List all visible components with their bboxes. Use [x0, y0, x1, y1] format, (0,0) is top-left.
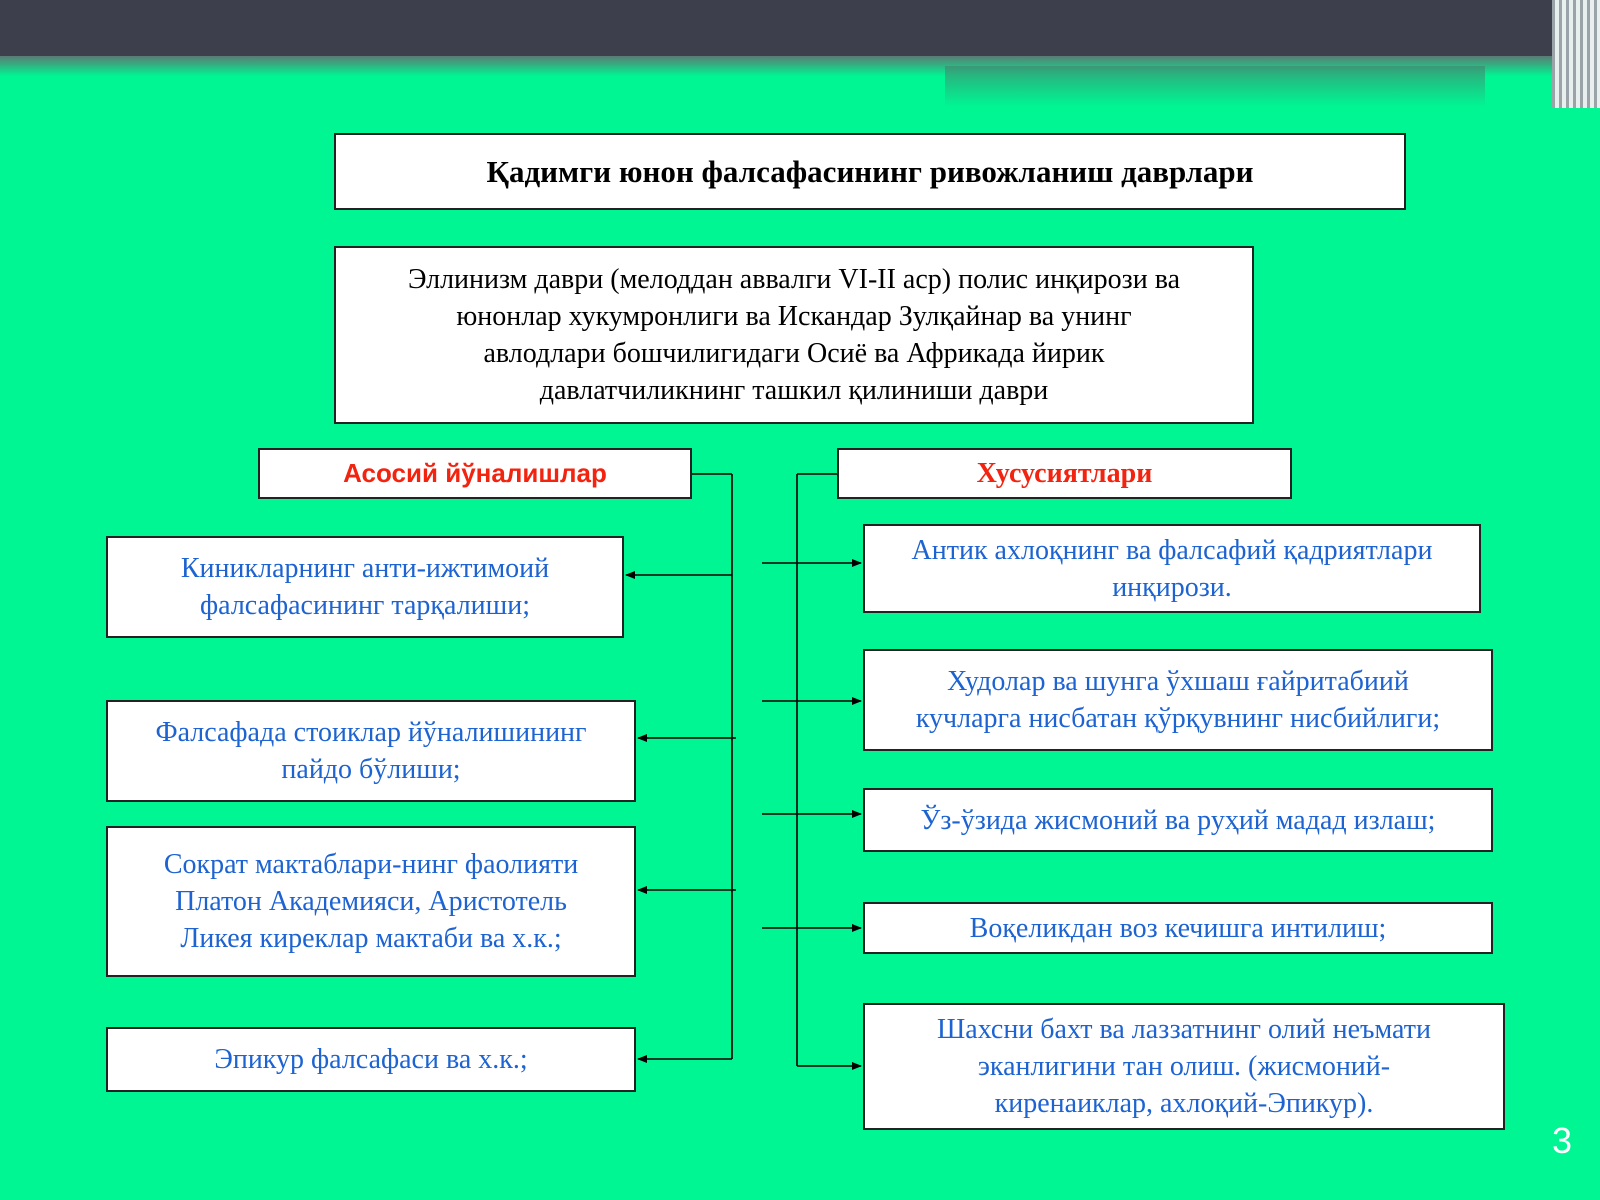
slide-title: Қадимги юнон фалсафасининг ривожланиш даврлари	[486, 153, 1254, 189]
feature-item-label: Ўз-ўзида жисмоний ва руҳий мадад излаш;	[920, 804, 1436, 836]
direction-item-label: Эпикур фалсафаси ва х.к.;	[214, 1044, 528, 1075]
features-header-label: Хусусиятлари	[976, 457, 1153, 489]
period-description: Эллинизм даври (мелоддан аввалги VI-II аср) полис инқирози ва юнонлар хукумронлиги ва Искандар Зулқайнар ва унинг авлодлари бошчилигидаги Осиё ва Африкада йирик давлатчиликнинг ташкил қилиниши даври	[407, 264, 1180, 406]
page-number: 3	[1552, 1120, 1573, 1161]
main-directions-header-label: Асосий йўналишлар	[343, 458, 607, 488]
direction-item-label: Киникларнинг анти-ижтимоий фалсафасининг тарқалиши;	[180, 553, 550, 621]
feature-item-label: Антик ахлоқнинг ва фалсафий қадриятлари инқирози.	[911, 534, 1433, 603]
feature-item-label: Воқеликдан воз кечишга интилиш;	[969, 912, 1387, 944]
feature-item-label: Худолар ва шунга ўхшаш ғайритабиий кучларга нисбатан қўрқувнинг нисбийлиги;	[915, 666, 1441, 734]
direction-item-label: Фалсафада стоиклар йўналишининг пайдо бўлиши;	[155, 717, 587, 785]
direction-item-label: Сократ мактаблари-нинг фаолияти Платон Академияси, Аристотель Ликея киреклар мактаби ва х.к.;	[163, 849, 579, 954]
feature-item-label: Шахсни бахт ва лаззатнинг олий неъмати эканлигини тан олиш. (жисмоний- киренаиклар, ахлоқий-Эпикур).	[937, 1014, 1431, 1119]
